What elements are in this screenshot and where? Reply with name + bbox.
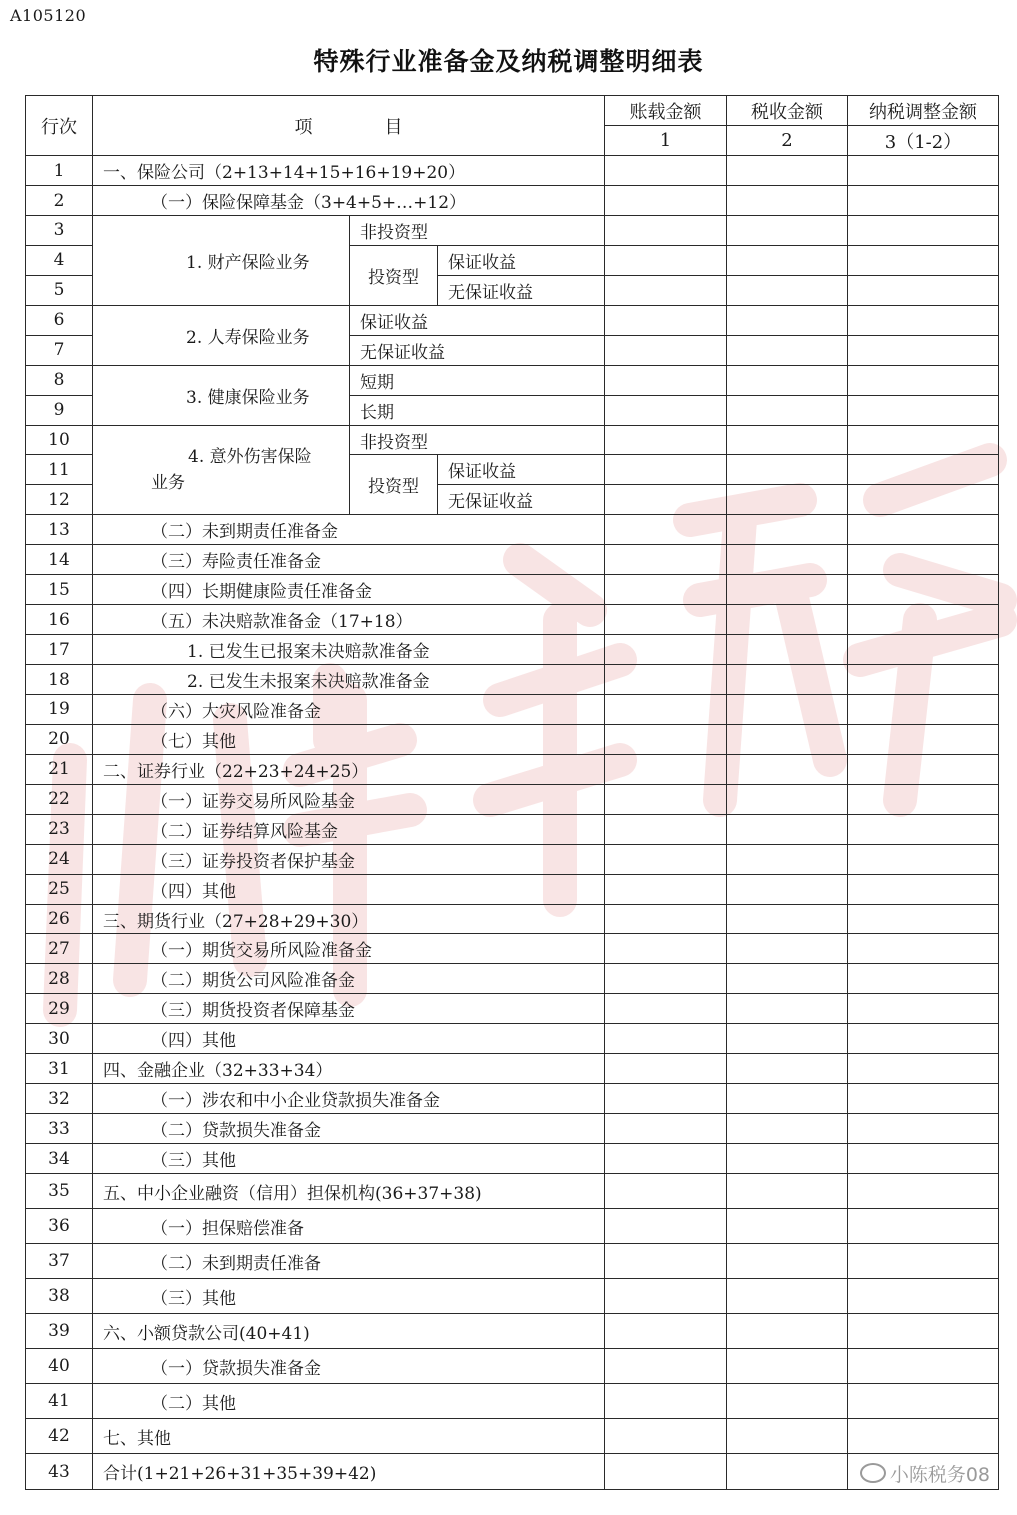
tax-amount-cell[interactable] [727,275,848,305]
sub-label-non-guaranteed: 无保证收益 [350,335,605,365]
item-label: （三）寿险责任准备金 [93,545,605,575]
adjustment-cell[interactable] [848,874,999,904]
adjustment-cell[interactable] [848,724,999,754]
adjustment-cell[interactable] [848,1314,999,1349]
row-no: 41 [26,1384,93,1419]
item-label: 七、其他 [93,1419,605,1454]
row-no: 36 [26,1209,93,1244]
tax-amount-cell[interactable] [727,934,848,964]
sub-label-non-invest: 非投资型 [350,425,605,455]
category-accident-insurance [93,425,350,515]
row-no: 2 [26,186,93,216]
row-no: 39 [26,1314,93,1349]
adjustment-cell[interactable] [848,215,999,245]
tax-amount-cell[interactable] [727,754,848,784]
row-no: 18 [26,665,93,695]
header-col3: 纳税调整金额 [848,96,999,126]
adjustment-cell[interactable] [848,694,999,724]
row-no: 16 [26,605,93,635]
sub-label-invest: 投资型 [350,455,438,515]
adjustment-cell[interactable] [848,545,999,575]
tax-amount-cell[interactable] [727,1384,848,1419]
adjustment-cell[interactable] [848,635,999,665]
tax-amount-cell[interactable] [727,1114,848,1144]
adjustment-cell[interactable] [848,934,999,964]
item-label: （一）期货交易所风险准备金 [93,934,605,964]
book-amount-cell[interactable] [605,724,727,754]
item-label: （四）长期健康险责任准备金 [93,575,605,605]
adjustment-cell[interactable] [848,994,999,1024]
adjustment-cell[interactable] [848,1173,999,1208]
footer-badge [860,1460,990,1487]
tax-amount-cell[interactable] [727,305,848,335]
tax-amount-cell[interactable] [727,1144,848,1174]
row-no: 3 [26,215,93,245]
item-label: 2. 已发生未报案未决赔款准备金 [93,665,605,695]
adjustment-cell[interactable] [848,395,999,425]
row-no: 22 [26,784,93,814]
item-label: （五）未决赔款准备金（17+18） [93,605,605,635]
tax-amount-cell[interactable] [727,964,848,994]
adjustment-cell[interactable] [848,455,999,485]
sub-label-guaranteed: 保证收益 [350,305,605,335]
item-label: （七）其他 [93,724,605,754]
adjustment-cell[interactable] [848,1114,999,1144]
header-col2: 税收金额 [727,96,848,126]
adjustment-cell[interactable] [848,1279,999,1314]
row-no: 25 [26,874,93,904]
row-no: 31 [26,1054,93,1084]
tax-amount-cell[interactable] [727,485,848,515]
tax-amount-cell[interactable] [727,365,848,395]
item-label: 合计(1+21+26+31+35+39+42) [93,1454,605,1490]
row-no: 12 [26,485,93,515]
tax-amount-cell[interactable] [727,724,848,754]
tax-amount-cell[interactable] [727,215,848,245]
row-no: 32 [26,1084,93,1114]
book-amount-cell[interactable] [605,215,727,245]
book-amount-cell[interactable] [605,1024,727,1054]
tax-amount-cell[interactable] [727,455,848,485]
row-no: 20 [26,724,93,754]
book-amount-cell[interactable] [605,395,727,425]
tax-amount-cell[interactable] [727,515,848,545]
book-amount-cell[interactable] [605,814,727,844]
book-amount-cell[interactable] [605,186,727,216]
header-col1: 账载金额 [605,96,727,126]
adjustment-cell[interactable] [848,425,999,455]
adjustment-cell[interactable] [848,1054,999,1084]
book-amount-cell[interactable] [605,665,727,695]
book-amount-cell[interactable] [605,754,727,784]
adjustment-cell[interactable] [848,515,999,545]
book-amount-cell[interactable] [605,515,727,545]
adjustment-cell[interactable] [848,844,999,874]
item-label: 三、期货行业（27+28+29+30） [93,904,605,934]
item-label: （二）其他 [93,1384,605,1419]
row-no: 4 [26,245,93,275]
row-no: 23 [26,814,93,844]
adjustment-cell[interactable] [848,605,999,635]
item-label: （二）贷款损失准备金 [93,1114,605,1144]
row-no: 33 [26,1114,93,1144]
item-label: （四）其他 [93,1024,605,1054]
row-no: 42 [26,1419,93,1454]
book-amount-cell[interactable] [605,1384,727,1419]
adjustment-cell[interactable] [848,1384,999,1419]
book-amount-cell[interactable] [605,934,727,964]
row-no: 43 [26,1454,93,1490]
adjustment-cell[interactable] [848,1144,999,1174]
tax-amount-cell[interactable] [727,635,848,665]
item-label: 二、证券行业（22+23+24+25） [93,754,605,784]
book-amount-cell[interactable] [605,245,727,275]
adjustment-cell[interactable] [848,964,999,994]
sub-label-invest: 投资型 [350,245,438,305]
book-amount-cell[interactable] [605,275,727,305]
wechat-icon [860,1463,886,1483]
book-amount-cell[interactable] [605,1279,727,1314]
tax-amount-cell[interactable] [727,1279,848,1314]
item-label: 六、小额贷款公司(40+41) [93,1314,605,1349]
row-no: 15 [26,575,93,605]
book-amount-cell[interactable] [605,964,727,994]
sub-label-guaranteed: 保证收益 [438,455,605,485]
tax-amount-cell[interactable] [727,1349,848,1384]
item-label: （四）其他 [93,874,605,904]
tax-amount-cell[interactable] [727,994,848,1024]
book-amount-cell[interactable] [605,156,727,186]
row-no: 29 [26,994,93,1024]
tax-amount-cell[interactable] [727,844,848,874]
category-life-insurance: 2. 人寿保险业务 [93,305,350,365]
tax-amount-cell[interactable] [727,1054,848,1084]
adjustment-cell[interactable] [848,1024,999,1054]
book-amount-cell[interactable] [605,335,727,365]
book-amount-cell[interactable] [605,365,727,395]
item-label: （三）期货投资者保障基金 [93,994,605,1024]
header-col3-no: 3（1-2） [848,126,999,156]
header-item: 项 目 [93,96,605,156]
tax-amount-cell[interactable] [727,1454,848,1490]
adjustment-cell[interactable] [848,275,999,305]
sub-label-non-guaranteed: 无保证收益 [438,275,605,305]
book-amount-cell[interactable] [605,485,727,515]
tax-amount-cell[interactable] [727,814,848,844]
item-label: （三）证券投资者保护基金 [93,844,605,874]
book-amount-cell[interactable] [605,1314,727,1349]
row-no: 5 [26,275,93,305]
tax-amount-cell[interactable] [727,605,848,635]
adjustment-cell[interactable] [848,1349,999,1384]
row-no: 30 [26,1024,93,1054]
item-label: （一）保险保障基金（3+4+5+…+12） [93,186,605,216]
item-label: （六）大灾风险准备金 [93,694,605,724]
adjustment-cell[interactable] [848,904,999,934]
book-amount-cell[interactable] [605,305,727,335]
adjustment-cell[interactable] [848,1209,999,1244]
tax-amount-cell[interactable] [727,1244,848,1279]
item-label: （二）未到期责任准备金 [93,515,605,545]
adjustment-cell[interactable] [848,365,999,395]
tax-amount-cell[interactable] [727,1314,848,1349]
book-amount-cell[interactable] [605,1084,727,1114]
tax-amount-cell[interactable] [727,874,848,904]
category-accident-line2: 业务 [151,472,185,493]
row-no: 40 [26,1349,93,1384]
sub-label-non-guaranteed: 无保证收益 [438,485,605,515]
adjustment-cell[interactable] [848,1244,999,1279]
tax-amount-cell[interactable] [727,904,848,934]
book-amount-cell[interactable] [605,605,727,635]
header-col1-no: 1 [605,126,727,156]
row-no: 38 [26,1279,93,1314]
category-health-insurance: 3. 健康保险业务 [93,365,350,425]
book-amount-cell[interactable] [605,545,727,575]
item-label: 一、保险公司（2+13+14+15+16+19+20） [93,156,605,186]
row-no: 9 [26,395,93,425]
item-label: （二）未到期责任准备 [93,1244,605,1279]
book-amount-cell[interactable] [605,635,727,665]
sub-label-short-term: 短期 [350,365,605,395]
item-label: （二）证券结算风险基金 [93,814,605,844]
adjustment-cell[interactable] [848,1454,999,1490]
row-no: 17 [26,635,93,665]
row-no: 26 [26,904,93,934]
tax-amount-cell[interactable] [727,1209,848,1244]
row-no: 37 [26,1244,93,1279]
sub-label-long-term: 长期 [350,395,605,425]
item-label: （一）证券交易所风险基金 [93,784,605,814]
tax-amount-cell[interactable] [727,156,848,186]
row-no: 27 [26,934,93,964]
adjustment-cell[interactable] [848,186,999,216]
page-title: 特殊行业准备金及纳税调整明细表 [313,47,704,76]
book-amount-cell[interactable] [605,694,727,724]
tax-amount-cell[interactable] [727,335,848,365]
item-label: （一）贷款损失准备金 [93,1349,605,1384]
sub-label-non-invest: 非投资型 [350,215,605,245]
book-amount-cell[interactable] [605,1244,727,1279]
row-no: 21 [26,754,93,784]
row-no: 6 [26,305,93,335]
adjustment-cell[interactable] [848,665,999,695]
row-no: 34 [26,1144,93,1174]
book-amount-cell[interactable] [605,1454,727,1490]
book-amount-cell[interactable] [605,575,727,605]
adjustment-cell[interactable] [848,1419,999,1454]
header-row-no: 行次 [26,96,93,156]
adjustment-cell[interactable] [848,156,999,186]
adjustment-cell[interactable] [848,754,999,784]
adjustment-cell[interactable] [848,305,999,335]
row-no: 28 [26,964,93,994]
item-label: 四、金融企业（32+33+34） [93,1054,605,1084]
tax-amount-cell[interactable] [727,665,848,695]
tax-amount-cell[interactable] [727,1419,848,1454]
adjustment-cell[interactable] [848,335,999,365]
item-label: （三）其他 [93,1144,605,1174]
item-label: （三）其他 [93,1279,605,1314]
header-col2-no: 2 [727,126,848,156]
row-no: 24 [26,844,93,874]
book-amount-cell[interactable] [605,425,727,455]
book-amount-cell[interactable] [605,1114,727,1144]
adjustment-cell[interactable] [848,814,999,844]
tax-amount-cell[interactable] [727,1024,848,1054]
row-no: 35 [26,1173,93,1208]
row-no: 8 [26,365,93,395]
item-label: 1. 已发生已报案未决赔款准备金 [93,635,605,665]
sub-label-guaranteed: 保证收益 [438,245,605,275]
tax-amount-cell[interactable] [727,395,848,425]
tax-amount-cell[interactable] [727,186,848,216]
book-amount-cell[interactable] [605,1173,727,1208]
row-no: 19 [26,694,93,724]
adjustment-cell[interactable] [848,485,999,515]
adjustment-cell[interactable] [848,575,999,605]
book-amount-cell[interactable] [605,994,727,1024]
adjustment-cell[interactable] [848,1084,999,1114]
row-no: 14 [26,545,93,575]
book-amount-cell[interactable] [605,1349,727,1384]
tax-amount-cell[interactable] [727,545,848,575]
book-amount-cell[interactable] [605,1209,727,1244]
book-amount-cell[interactable] [605,874,727,904]
item-label: 五、中小企业融资（信用）担保机构(36+37+38) [93,1173,605,1208]
book-amount-cell[interactable] [605,1144,727,1174]
footer-badge-text: 小陈税务08 [889,1464,991,1487]
row-no: 7 [26,335,93,365]
row-no: 11 [26,455,93,485]
book-amount-cell[interactable] [605,455,727,485]
category-property-insurance: 1. 财产保险业务 [93,215,350,305]
tax-amount-cell[interactable] [727,694,848,724]
category-accident-line1: 4. 意外伤害保险 [188,446,312,467]
item-label: （一）担保赔偿准备 [93,1209,605,1244]
tax-amount-cell[interactable] [727,784,848,814]
tax-amount-cell[interactable] [727,575,848,605]
adjustment-table [25,95,999,1490]
book-amount-cell[interactable] [605,1419,727,1454]
row-no: 10 [26,425,93,455]
book-amount-cell[interactable] [605,844,727,874]
book-amount-cell[interactable] [605,1054,727,1084]
book-amount-cell[interactable] [605,784,727,814]
book-amount-cell[interactable] [605,904,727,934]
form-code: A105120 [10,6,87,25]
adjustment-cell[interactable] [848,245,999,275]
tax-amount-cell[interactable] [727,1084,848,1114]
row-no: 1 [26,156,93,186]
tax-amount-cell[interactable] [727,1173,848,1208]
item-label: （一）涉农和中小企业贷款损失准备金 [93,1084,605,1114]
item-label: （二）期货公司风险准备金 [93,964,605,994]
tax-amount-cell[interactable] [727,425,848,455]
adjustment-cell[interactable] [848,784,999,814]
row-no: 13 [26,515,93,545]
tax-amount-cell[interactable] [727,245,848,275]
